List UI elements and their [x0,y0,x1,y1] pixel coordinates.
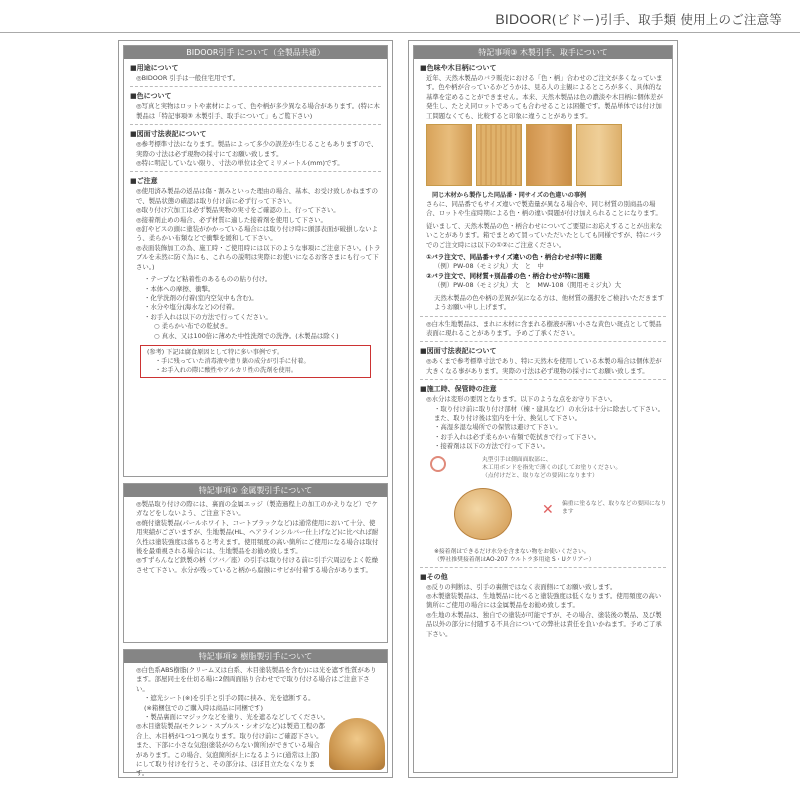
wood-text: 従いまして、天然木製品の色・柄合わせについてご要望にお応えすることが出来ないことがあります。箱でまとめて買っていただいたとしても同様ですが、特にバラでのご注文時には以下の①②にご注意ください。 [426,221,663,249]
caution-text: ◎釘やビスの頭に塗装がかかっている場合には取り付け時に頭部表面が破損しないよう、柔らかい布類などで衝撃を緩和して下さい。 [136,225,379,243]
brand-name: BIDOOR [495,11,552,27]
caution-item: ○ 柔らかい布での乾拭き。 [154,322,232,331]
wood-section-title: 特記事項③ 木製引手、取手について [414,46,672,59]
reference-note [140,345,371,378]
install-item: ・接着剤は以下の方法で行って下さい。 [434,442,550,451]
left-column [118,40,393,778]
wood-swatch [476,124,522,186]
page-header [495,10,782,28]
example-line: （例）PW-08（モミジ丸）大 と MW-108（関用モミジ丸）大 [434,281,622,290]
color-heading: ■色について [130,92,172,101]
correct-circle-icon [430,456,446,472]
caution-text: ◎表面装飾加工の為、施工時・ご使用時には以下のような事項にご注意下さい。(トラブルを未然に防ぐ為にも、これらの説明は実際にお使いになるお客さまにも行って下さい。) [136,243,381,271]
use-heading: ■用途について [130,64,179,72]
general-section [123,45,388,477]
dimension-heading: ■図面寸法表記について [130,130,207,139]
other-text: ◎生地の木製品は、独自での塗装が可能ですが、その場合、塗装後の製品、及び製品以外の部分に付随する不具合についての弊社は責任を負いかねます。予めご了承下さい。 [426,610,662,638]
wood-text: ◎白木生地製品は、まれに木材に含まれる樹液が薄い小さな黄色い斑点として製品表面に現れることがあります。予めご了承ください。 [426,319,662,337]
wood-color-text: 近年、天然木製品のバラ販売における「色・柄」合わせのご注文が多くなっています。色や柄が合っているかどうかは、見る人の主観によるところが多く、具体的な基準を定めることができません。本来、天然木製品は色の濃淡や木目柄に個体差が発生し、たとえ同ロットであっても合わせることは困難です。製品単体では付け加工問題なくても、比較すると印象に違うことがあります。 [426,74,663,120]
metal-section-title: 特記事項① 金属製引手について [124,484,387,497]
caution-heading: ■ご注意 [130,177,158,186]
install-heading: ■施工時、保管時の注意 [420,385,497,394]
metal-text: ◎焼付塗装製品(パールホワイト、コートブラックなど)は通常使用において十分、使用実績がございますが、生地製品(HL、ヘアラインシルバー仕上げなど)に比べれば耐久性は塗装強度は落ちると考えます。使用頻度の高い箇所にご使用になる場合は取付後を最重視される場合には、生地製品をお勧め致します。 [136,518,379,556]
wood-color-heading: ■色味や木目柄について [420,64,497,72]
resin-section-title: 特記事項② 樹脂製引手について [124,650,387,663]
adhesive-illustration [424,454,667,546]
other-heading: ■その他 [420,572,448,581]
wood-swatch-row [414,121,672,189]
install-item: ・取り付け前に取り付け部材（楝・建具など）の水分は十分に除去して下さい。また、取り付け後は室内を十分、換気して下さい。 [434,404,665,422]
general-section-title: BIDOOR引手 について（全製品共通） [124,46,387,59]
color-text: ◎写真と実物はロットや素材によって、色や柄が多少異なる場合があります。(特に木製品は「特記事項③ 木製引手、取手について」もご覧下さい) [136,102,380,120]
metal-text: ◎製品取り付けの際には、裏面の金属エッジ（製造過程上の加工のかえりなど）でケガなどをしないよう、ご注意下さい。 [136,500,378,518]
install-item: ・高湿多湿な場所での保管は避けて下さい。 [434,423,562,432]
metal-text: ◎すずらんなど鉄製の柄（ツバ／座）の引手は取り付ける前に引手穴周辺をよく乾燥させて下さい。水分が残っていると柄から腐蝕にサビが付着する場合があります。 [136,556,378,574]
header-title: (ビドー)引手、取手類 使用上のご注意等 [551,12,782,27]
wood-section [413,45,673,773]
illustration-warning: 偏重に塗るなど、取りなどの要因になります [562,500,667,515]
wood-swatch [526,124,572,186]
use-text: ◎BIDOOR 引手は一般住宅用です。 [136,74,240,82]
caution-item: ・水分や塩分(海水など)の付着。 [144,303,239,312]
wood-text: 天然木製品の色や柄の差異が気になる方は、他材質の選択をご検討いただきますようお願い申し上げます。 [434,293,665,312]
wood-dim-text: ◎あくまで参考標準寸法であり、特に天然木を使用している本製の場合は個体差が大きくなる事があります。実際の寸法は必ず現物の採寸にてお願い致します。 [426,357,662,375]
wood-pull-photo [329,718,385,770]
install-item: ・お手入れは必ず柔らかい布類で乾拭きで行って下さい。 [434,432,601,441]
wrong-cross-icon: ✕ [542,501,554,518]
dimension-text: ◎参考標準寸法になります。製品によって多少の誤差が生じることもありますので、実際の寸法は必ず現物の採寸にてお願い致します。 [136,140,378,158]
right-column [408,40,678,778]
resin-text: ・遮光シート(※)を引手と引手の間に挟み、光を遮断する。 [144,694,315,703]
resin-text: また、下部に小さな気泡(塗装がのらない箇所)ができている場合があります。この場合、気泡箇所が上になるように(通常は上部)にして取り付けを行うと、その部分は、ほぼ目立たなくなります。 [136,741,320,778]
dimension-text: ◎特に明記していない限り、寸法の単位は全てミリメートル(mm)です。 [136,159,344,168]
caution-item: ・本体への摩擦、衝撃。 [144,284,215,293]
caution-item: ○ 真水、又は100倍に薄めた中性洗剤での洗浄。(木製品は除く) [154,331,339,340]
caution-text: ◎接着剤止めの場合、必ず材質に適した接着剤を使用して下さい。 [136,215,327,224]
illustration-footnote: ※接着剤はできるだけ水分を含まない物をお使いください。 [434,548,590,555]
caution-item: ・お手入れは以下の方法で行ってください。 [144,312,272,321]
resin-text: ・製品裏面にマジックなどを塗り、光を遮るなどしてください。 [144,713,330,722]
wood-swatch [576,124,622,186]
resin-text: (※箱梱包でのご購入時は商品に同梱です) [144,703,263,712]
other-text: ◎木製塗装製品は、生地製品に比べると塗装強度は低くなります。使用頻度の高い箇所にご使用の場合には金属製品をお勧め致します。 [426,591,662,610]
illustration-note: 丸型引手は側面面取部に、 木工用ボンドを指先で薄くのばしてお塗りください。 （点付けだと、取りなどの要因になります） [482,456,622,479]
other-text: ◎反りの判断は、引手の裏側ではなく表面側にてお願い致します。 [426,582,617,591]
resin-section [123,649,388,778]
metal-section [123,483,388,643]
wood-swatch [426,124,472,186]
header-divider [0,32,800,33]
wood-dim-heading: ■図面寸法表記について [420,347,497,356]
caution-item: ・化学洗剤の付着(室内空気中も含む)。 [144,293,258,302]
example-line: （例）PW-08（モミジ丸）大 と 中 [434,262,544,271]
swatch-caption: 同じ木材から製作した同品番・同サイズの色違いの事例 [432,192,587,200]
caution-text: ◎使用済み製品の返品は傷・割みといった理由の場合、基本、お受け致しかねますので、製品状態の確認は取り付け前に必ず行って下さい。 [136,187,379,205]
install-text: ◎水分は変形の要因となります。以下のような点をお守り下さい。 [426,395,617,404]
note-line: ・手に残っていた消毒液や塗り薬の成分が引手に付着。 [155,357,310,365]
example-line: ②バラ注文で、同材質+別品番の色・柄合わせが特に困難 [426,271,591,280]
note-line: (参考) 下記は腐食原因として特に多い事例です。 [147,348,284,356]
wood-pull-illustration [454,488,512,540]
note-line: ・お手入れの際に酸性やアルカリ性の洗剤を使用。 [155,366,298,374]
illustration-footnote: （弊社推奨接着剤はAO-207 ウルトラ多用途 S・Uクリアー） [434,556,595,563]
caution-item: ・テープなど粘着性のあるものの貼り付け。 [144,275,272,284]
resin-text: ◎木目塗装製品(モクレン・スプルス・シオジなど)は製造工程の都合上、木目柄が1つ1つ異なります。取り付け前にご確認下さい。 [136,722,325,740]
caution-text: ◎取り付け穴加工は必ず製品実物の実寸をご確認の上、行って下さい。 [136,206,340,215]
resin-text: ◎白色系ABS樹脂(クリーム又は白系、木目塗装製品を含む)には光を遮す性質があります。部屋同士を仕切る場に2個両面貼り合わせでで取り付ける場合はご注意下さい。 [136,666,377,693]
example-line: ①バラ注文で、同品番+サイズ違いの色・柄合わせが特に困難 [426,253,603,262]
wood-text: さらに、同品番でもサイズ違いで製造量が異なる場合や、同じ材質の別商品の場合、ロットや生産時期による色・柄の違い問題が付け加えられることになります。 [426,200,662,218]
